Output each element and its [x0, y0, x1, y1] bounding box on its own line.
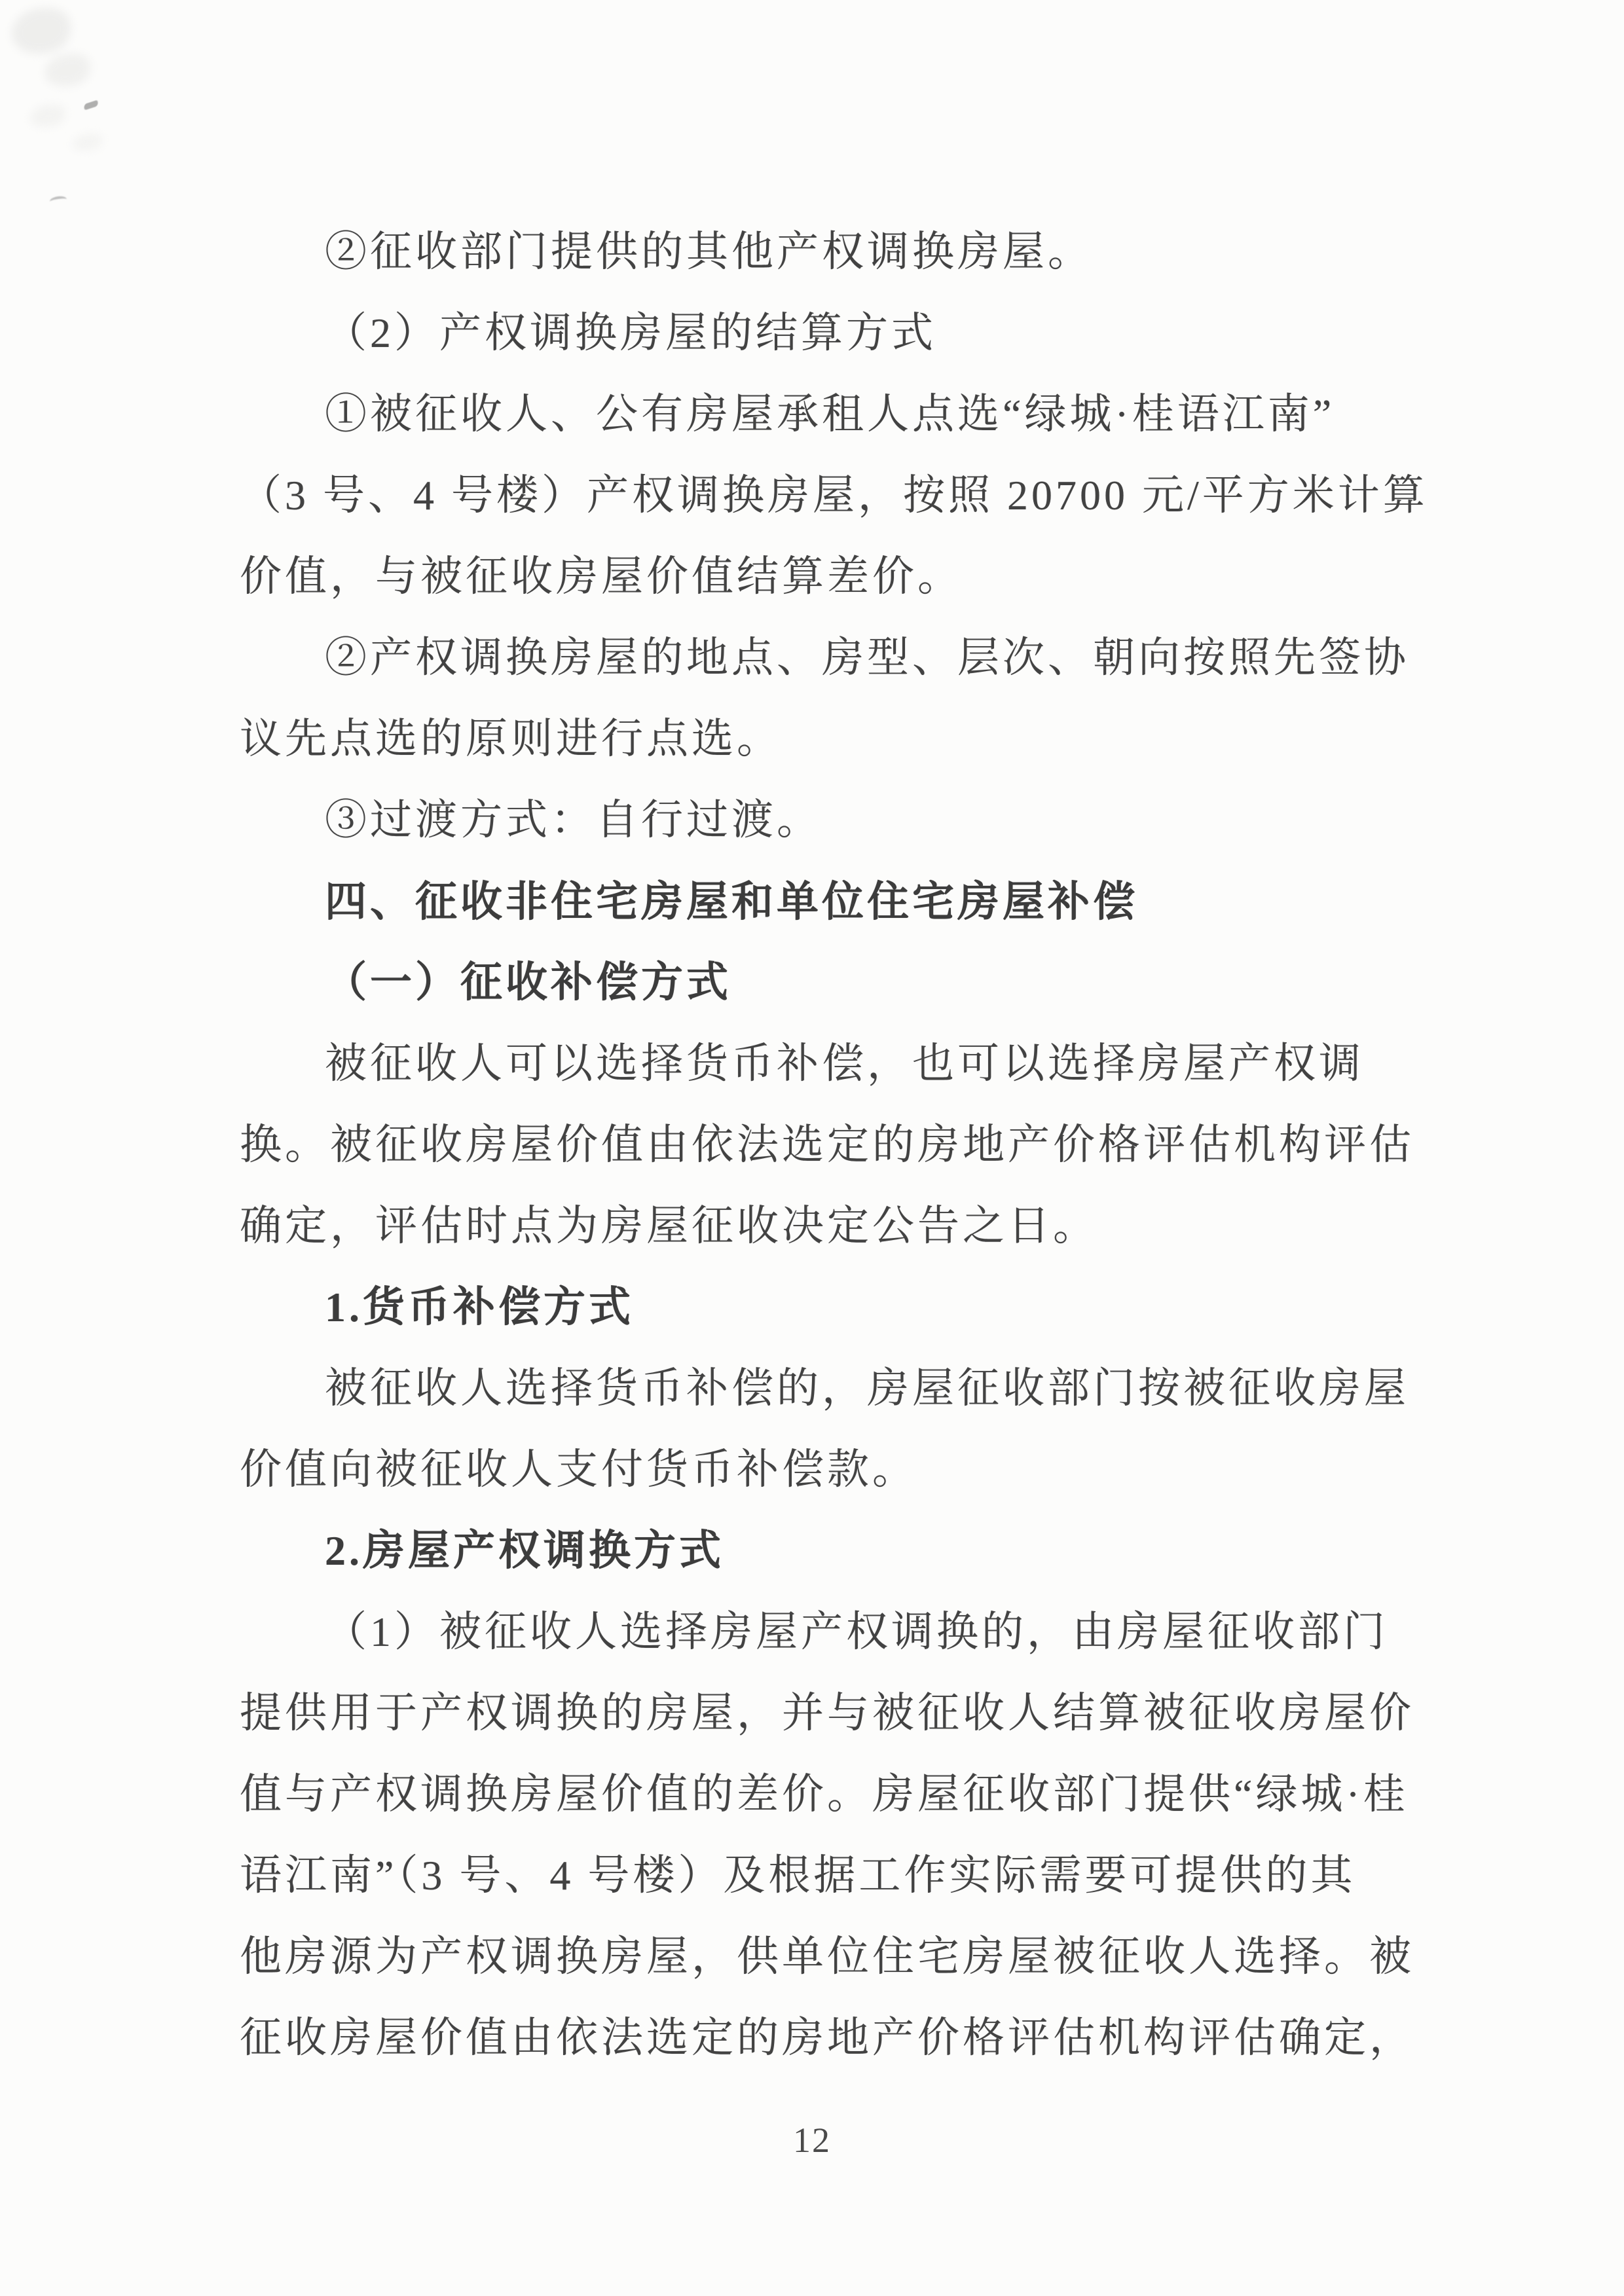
text-line: 被征收人选择货币补偿的，房屋征收部门按被征收房屋	[325, 1365, 1409, 1412]
text-line: 值与产权调换房屋价值的差价。房屋征收部门提供“绿城·桂	[240, 1771, 1409, 1817]
text-line: ③过渡方式：自行过渡。	[325, 797, 822, 843]
scan-pen-mark-artifact	[49, 195, 67, 206]
text-line: 价值，与被征收房屋价值结算差价。	[240, 553, 963, 600]
text-line: 议先点选的原则进行点选。	[240, 716, 782, 762]
document-body	[240, 211, 1428, 2079]
text-line: ②征收部门提供的其他产权调换房屋。	[325, 228, 1093, 275]
text-line: 价值向被征收人支付货币补偿款。	[240, 1446, 917, 1493]
text-line: （2）产权调换房屋的结算方式	[325, 310, 936, 356]
page-number: 12	[793, 2121, 831, 2160]
scan-smudge-artifact	[12, 8, 71, 54]
section-heading-4: 四、征收非住宅房屋和单位住宅房屋补偿	[325, 878, 1138, 925]
text-line: 征收房屋价值由依法选定的房地产价格评估机构评估确定，	[240, 2014, 1414, 2061]
item-heading-money-compensation: 1.货币补偿方式	[325, 1284, 634, 1330]
subsection-heading-1: （一）征收补偿方式	[325, 959, 731, 1006]
text-line: 他房源为产权调换房屋，供单位住宅房屋被征收人选择。被	[240, 1933, 1414, 1980]
text-line: 被征收人可以选择货币补偿，也可以选择房屋产权调	[325, 1040, 1364, 1087]
item-heading-property-exchange: 2.房屋产权调换方式	[325, 1527, 724, 1574]
text-line: ②产权调换房屋的地点、房型、层次、朝向按照先签协	[325, 634, 1409, 681]
text-line: 换。被征收房屋价值由依法选定的房地产价格评估机构评估	[240, 1121, 1414, 1168]
text-line: 语江南”（3 号、4 号楼）及根据工作实际需要可提供的其	[240, 1852, 1356, 1899]
text-line: 确定，评估时点为房屋征收决定公告之日。	[240, 1203, 1098, 1249]
text-line: ①被征收人、公有房屋承租人点选“绿城·桂语江南”	[325, 391, 1335, 437]
text-line: （3 号、4 号楼）产权调换房屋，按照 20700 元/平方米计算	[240, 472, 1428, 519]
scan-pen-mark-artifact	[84, 100, 98, 110]
text-line: 提供用于产权调换的房屋，并与被征收人结算被征收房屋价	[240, 1690, 1414, 1736]
text-line: （1）被征收人选择房屋产权调换的，由房屋征收部门	[325, 1609, 1388, 1655]
